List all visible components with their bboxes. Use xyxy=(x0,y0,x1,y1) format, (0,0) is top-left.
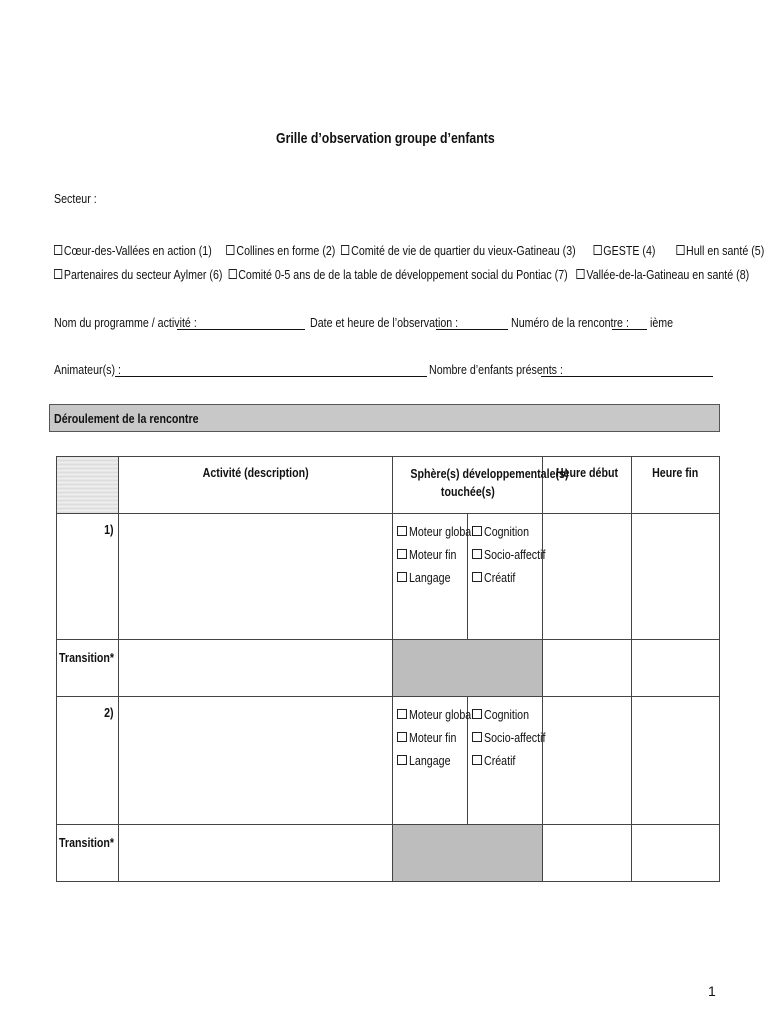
checkbox[interactable] xyxy=(472,572,482,582)
animateurs-label: Animateur(s) : xyxy=(54,362,121,377)
checkbox[interactable] xyxy=(397,709,407,719)
transition-grey-cell xyxy=(393,640,543,697)
transition-cell[interactable] xyxy=(119,825,393,882)
numero-label: Numéro de la rencontre : xyxy=(511,315,629,330)
sectors-row-1: Cœur-des-Vallées en action (1) Collines en forme (2) Comité de vie de quartier du vieux-Gatineau (3) GESTE (4) Hull en santé (5) xyxy=(54,243,764,258)
animateurs-field[interactable] xyxy=(115,376,427,377)
activite-cell[interactable] xyxy=(119,514,393,640)
header-heure-debut: Heure début xyxy=(543,457,632,514)
checkbox[interactable] xyxy=(577,269,585,279)
numero-field[interactable] xyxy=(612,329,647,330)
transition-grey-cell xyxy=(393,825,543,882)
heure-debut-cell[interactable] xyxy=(543,825,632,882)
table-row xyxy=(57,825,720,882)
sectors-row-2: Partenaires du secteur Aylmer (6) Comité 0-5 ans de de la table de développement social du Pontiac (7) Vallée-de-la-Gatineau en santé (8) xyxy=(54,267,749,282)
page-title: Grille d’observation groupe d’enfants xyxy=(275,130,495,147)
sphere-right-cell: Cognition Socio-affectif Créatif xyxy=(468,514,543,640)
observation-table xyxy=(56,456,720,882)
ieme-label: ième xyxy=(650,315,674,330)
table-row xyxy=(57,697,720,825)
checkbox[interactable] xyxy=(676,245,684,255)
header-sphere: Sphère(s) développementale(s) touchée(s) xyxy=(393,457,543,514)
nombre-label: Nombre d’enfants présents : xyxy=(429,362,563,377)
heure-debut-cell[interactable] xyxy=(543,514,632,640)
checkbox[interactable] xyxy=(593,245,601,255)
date-field[interactable] xyxy=(436,329,508,330)
checkbox[interactable] xyxy=(397,572,407,582)
header-activite: Activité (description) xyxy=(119,457,393,514)
heure-debut-cell[interactable] xyxy=(543,640,632,697)
nombre-field[interactable] xyxy=(541,376,713,377)
transition-cell[interactable] xyxy=(119,640,393,697)
transition-label: Transition* xyxy=(57,825,119,882)
table-row xyxy=(57,514,720,640)
checkbox[interactable] xyxy=(397,732,407,742)
heure-fin-cell[interactable] xyxy=(632,697,720,825)
checkbox[interactable] xyxy=(227,245,235,255)
header-heure-fin: Heure fin xyxy=(632,457,720,514)
activite-cell[interactable] xyxy=(119,697,393,825)
sphere-right-cell: Cognition Socio-affectif Créatif xyxy=(468,697,543,825)
checkbox[interactable] xyxy=(228,269,236,279)
transition-label: Transition* xyxy=(57,640,119,697)
checkbox[interactable] xyxy=(397,526,407,536)
checkbox[interactable] xyxy=(472,755,482,765)
table-corner-cell xyxy=(57,457,119,514)
checkbox[interactable] xyxy=(54,245,62,255)
page-number: 1 xyxy=(708,983,716,999)
checkbox[interactable] xyxy=(472,549,482,559)
checkbox[interactable] xyxy=(54,269,62,279)
heure-fin-cell[interactable] xyxy=(632,825,720,882)
heure-fin-cell[interactable] xyxy=(632,640,720,697)
row-label: 2) xyxy=(57,697,119,825)
checkbox[interactable] xyxy=(472,732,482,742)
programme-label: Nom du programme / activité : xyxy=(54,315,197,330)
row-label: 1) xyxy=(57,514,119,640)
heure-debut-cell[interactable] xyxy=(543,697,632,825)
sphere-left-cell: Moteur global Moteur fin Langage xyxy=(393,697,468,825)
programme-field[interactable] xyxy=(177,329,305,330)
section-header xyxy=(49,404,720,432)
heure-fin-cell[interactable] xyxy=(632,514,720,640)
date-label: Date et heure de l’observation : xyxy=(310,315,459,330)
table-row xyxy=(57,640,720,697)
section-title: Déroulement de la rencontre xyxy=(54,411,199,426)
sphere-left-cell: Moteur global Moteur fin Langage xyxy=(393,514,468,640)
checkbox[interactable] xyxy=(397,755,407,765)
secteur-label: Secteur : xyxy=(54,191,97,206)
checkbox[interactable] xyxy=(397,549,407,559)
checkbox[interactable] xyxy=(341,245,349,255)
